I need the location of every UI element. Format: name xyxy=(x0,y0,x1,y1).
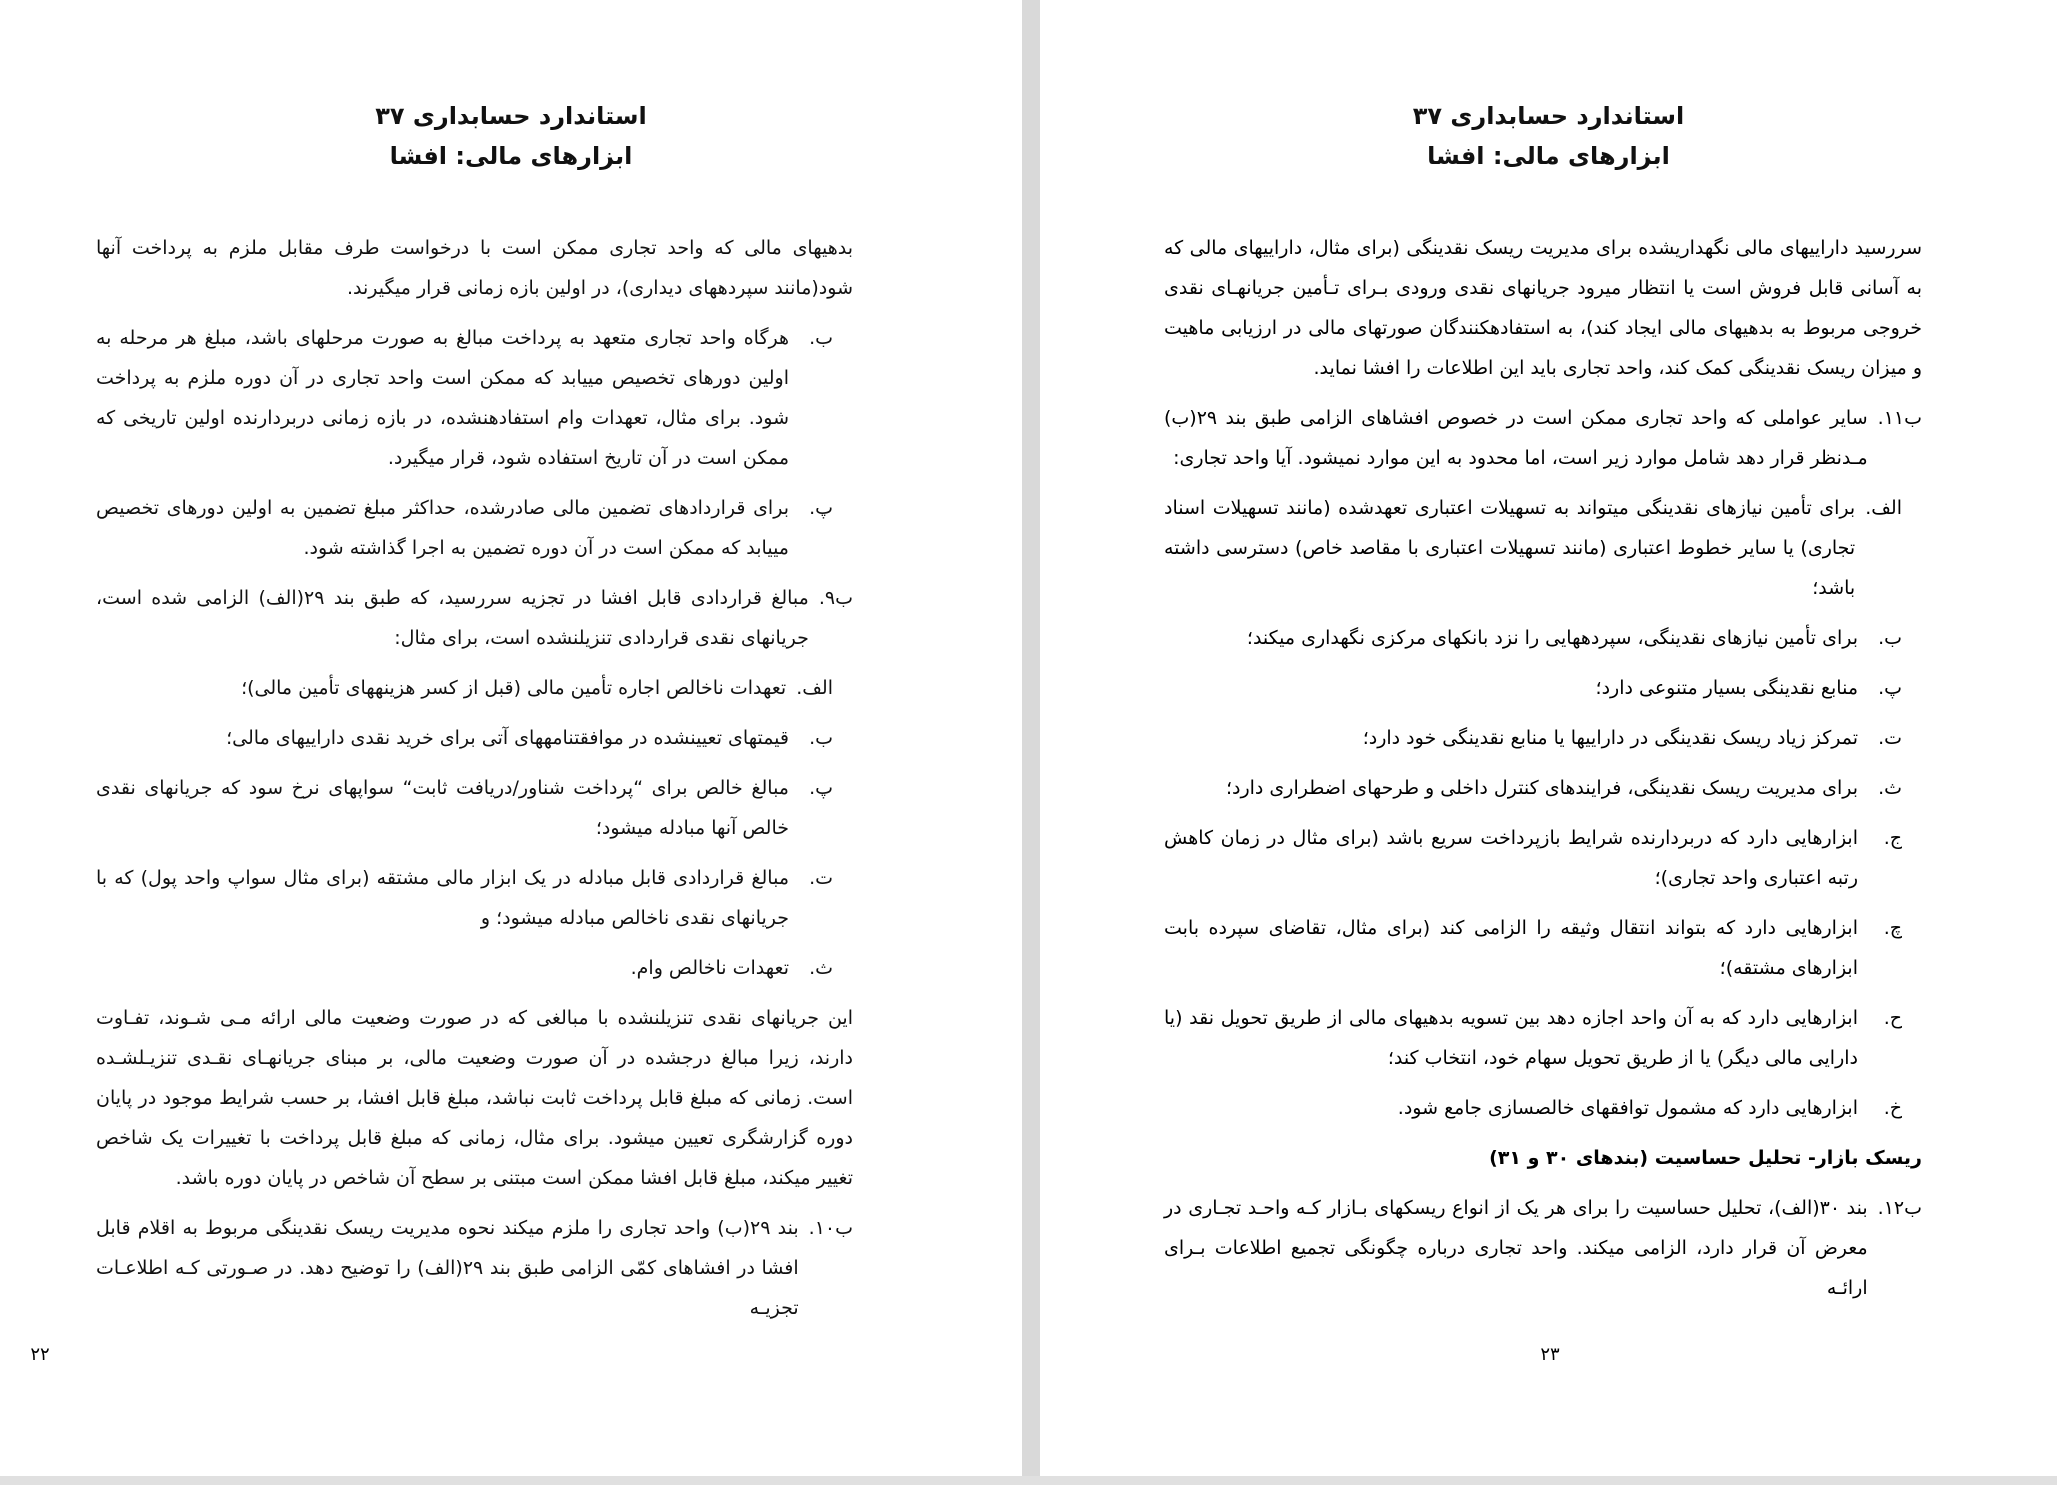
liquidity-factor-items xyxy=(1164,488,1922,1128)
item-label: پ. xyxy=(809,497,833,519)
item-text: مبالغ خالص برای “پرداخت شناور/دریافت ثابت“ سواپهای نرخ سود که جریانهای نقدی خالص آنها مبادله میشود؛ xyxy=(96,777,789,839)
list-item xyxy=(1164,818,1902,898)
list-item xyxy=(1164,1088,1902,1128)
intro-paragraph: بدهیهای مالی که واحد تجاری ممکن است با درخواست طرف مقابل ملزم به پرداخت آنها شود(مانند سپردههای دیداری)، در اولین بازه زمانی قرار میگیرند. xyxy=(96,237,853,299)
list-item xyxy=(1164,768,1902,808)
section-heading: ریسک بازار- تحلیل حساسیت (بندهای ۳۰ و ۳۱) xyxy=(1489,1147,1922,1169)
item-label: ح. xyxy=(1883,1007,1902,1029)
list-item xyxy=(1164,618,1902,658)
item-label: ب. xyxy=(809,327,833,349)
standard-subtitle: ابزارهای مالی: افشا xyxy=(389,142,633,170)
standard-subtitle: ابزارهای مالی: افشا xyxy=(1427,142,1670,170)
page-number: ۲۲ xyxy=(30,1344,50,1365)
contractual-amount-items xyxy=(96,668,853,988)
paragraph-text: سایر عواملی که واحد تجاری ممکن است در خصوص افشاهای الزامی طبق بند ۲۹(ب) مـدنظر قرار دهد شامل موارد زیر است، اما محدود به این موارد نمیشود. آیا واحد تجاری: xyxy=(1164,407,1868,469)
page-header xyxy=(1040,96,2057,176)
item-text: برای مدیریت ریسک نقدینگی، فرایندهای کنترل داخلی و طرحهای اضطراری دارد؛ xyxy=(1225,777,1858,799)
list-item xyxy=(1164,668,1902,708)
paragraph-label: ب۹. xyxy=(818,587,853,609)
list-item xyxy=(96,668,833,708)
list-item xyxy=(1164,908,1902,988)
paragraph-b10 xyxy=(96,1208,853,1328)
item-label: خ. xyxy=(1883,1097,1902,1119)
item-text: برای تأمین نیازهای نقدینگی، سپردههایی را نزد بانکهای مرکزی نگهداری میکند؛ xyxy=(1246,627,1858,649)
standard-title: استاندارد حسابداری ۳۷ xyxy=(1412,102,1685,130)
list-item xyxy=(1164,488,1902,608)
item-text: مبالغ قراردادی قابل مبادله در یک ابزار مالی مشتقه (برای مثال سواپ واحد پول) که با جریانهای نقدی ناخالص مبادله میشود؛ و xyxy=(96,867,789,929)
item-text: ابزارهایی دارد که بتواند انتقال وثیقه را الزامی کند (برای مثال، تقاضای سپرده بابت ابزارهای مشتقه)؛ xyxy=(1164,917,1858,979)
page-22 xyxy=(0,0,1022,1476)
item-text: ابزارهایی دارد که به آن واحد اجازه دهد بین تسویه بدهیهای مالی از طریق تحویل نقد (یا دارایی مالی دیگر) یا از طریق تحویل سهام خود، انتخاب کند؛ xyxy=(1164,1007,1858,1069)
paragraph-label: ب۱۱. xyxy=(1877,407,1922,429)
paragraph-b12 xyxy=(1164,1188,1922,1308)
intro-paragraph: سررسید داراییهای مالی نگهداریشده برای مدیریت ریسک نقدینگی (برای مثال، داراییهای مالی که به آسانی قابل فروش است یا انتظار میرود جریانهای نقدی ورودی بـرای تـأمین جریانهـای نقدی خروجی مربوط به بدهیهای مالی ایجاد کند)، به استفادهکنندگان صورتهای مالی در ارزیابی ماهیت و میزان ریسک نقدینگی کمک کند، واحد تجاری باید این اطلاعات را افشا نماید. xyxy=(1164,237,1922,379)
page-number: ۲۳ xyxy=(1540,1344,1560,1365)
item-label: پ. xyxy=(809,777,833,799)
bottom-strip xyxy=(0,1476,2057,1485)
item-text: قیمتهای تعیینشده در موافقتنامههای آتی برای خرید نقدی داراییهای مالی؛ xyxy=(226,727,789,749)
item-text: تعهدات ناخالص وام. xyxy=(630,957,789,979)
item-label: ث. xyxy=(1878,777,1902,799)
item-text: ابزارهایی دارد که مشمول توافقهای خالصسازی جامع شود. xyxy=(1397,1097,1858,1119)
paragraph-text: مبالغ قراردادی قابل افشا در تجزیه سررسید، که طبق بند ۲۹(الف) الزامی شده است، جریانهای نقدی قراردادی تنزیلنشده است، برای مثال: xyxy=(96,587,809,649)
list-item xyxy=(1164,998,1902,1078)
item-label: الف. xyxy=(796,677,833,699)
item-label: ب. xyxy=(1878,627,1902,649)
page-header xyxy=(0,96,1022,176)
list-item xyxy=(96,948,833,988)
item-text: منابع نقدینگی بسیار متنوعی دارد؛ xyxy=(1595,677,1858,699)
item-label: الف. xyxy=(1865,497,1902,519)
item-label: ث. xyxy=(809,957,833,979)
page-body xyxy=(96,228,853,1338)
paragraph-text: بند ۲۹(ب) واحد تجاری را ملزم میکند نحوه مدیریت ریسک نقدینگی مربوط به اقلام قابل افشا در افشاهای کمّی الزامی طبق بند ۲۹(الف) را توضیح دهد. در صـورتی کـه اطلاعـات تجزیـه xyxy=(96,1217,799,1319)
list-item xyxy=(96,718,833,758)
item-text: هرگاه واحد تجاری متعهد به پرداخت مبالغ به صورت مرحلهای باشد، مبلغ هر مرحله به اولین دورهای تخصیص مییابد که ممکن است واحد تجاری در آن دوره ملزم به پرداخت شود. برای مثال، تعهدات وام استفادهنشده، در بازه زمانی دربردارنده اولین تاریخی که ممکن است در آن تاریخ استفاده شود، قرار میگیرد. xyxy=(96,327,789,469)
item-text: تمرکز زیاد ریسک نقدینگی در داراییها یا منابع نقدینگی خود دارد؛ xyxy=(1362,727,1858,749)
item-text: برای تأمین نیازهای نقدینگی میتواند به تسهیلات اعتباری تعهدشده (مانند تسهیلات اسناد تجاری) یا سایر خطوط اعتباری (مانند تسهیلات اعتباری با مقاصد خاص) دسترسی داشته باشد؛ xyxy=(1164,497,1856,599)
page-body xyxy=(1164,228,1922,1318)
item-label: ت. xyxy=(1878,727,1902,749)
item-text: تعهدات ناخالص اجاره تأمین مالی (قبل از کسر هزینههای تأمین مالی)؛ xyxy=(241,677,787,699)
paragraph-label: ب۱۲. xyxy=(1877,1197,1922,1219)
item-text: برای قراردادهای تضمین مالی صادرشده، حداکثر مبلغ تضمین به اولین دورهای تخصیص مییابد که ممکن است در آن دوره تضمین به اجرا گذاشته شود. xyxy=(96,497,789,559)
list-item xyxy=(96,318,833,478)
item-label: ب. xyxy=(809,727,833,749)
page-gutter xyxy=(1022,0,1040,1485)
paragraph-b9 xyxy=(96,578,853,658)
list-item xyxy=(1164,718,1902,758)
list-item xyxy=(96,768,833,848)
item-label: چ. xyxy=(1883,917,1902,939)
paragraph-b11 xyxy=(1164,398,1922,478)
item-label: ج. xyxy=(1883,827,1902,849)
list-item xyxy=(96,488,833,568)
paragraph-label: ب۱۰. xyxy=(808,1217,853,1239)
item-label: پ. xyxy=(1878,677,1902,699)
item-text: ابزارهایی دارد که دربردارنده شرایط بازپرداخت سریع باشد (برای مثال در زمان کاهش رتبه اعتباری واحد تجاری)؛ xyxy=(1164,827,1858,889)
list-item xyxy=(96,858,833,938)
item-label: ت. xyxy=(809,867,833,889)
paragraph-text: بند ۳۰(الف)، تحلیل حساسیت را برای هر یک از انواع ریسکهای بـازار کـه واحـد تجـاری در معرض آن قرار دارد، الزامی میکند. واحد تجاری درباره چگونگی تجمیع اطلاعات بـرای ارائـه xyxy=(1164,1197,1868,1299)
undiscounted-paragraph: این جریانهای نقدی تنزیلنشده با مبالغی که در صورت وضعیت مالی ارائه مـی شـوند، تفـاوت دارند، زیرا مبالغ درجشده در آن صورت وضعیت مالی، بر مبنای جریانهـای نقـدی تنزیـلشـده است. زمانی که مبلغ قابل پرداخت ثابت نباشد، مبلغ قابل افشا، بر حسب شرایط موجود در پایان دوره گزارشگری تعیین میشود. برای مثال، زمانی که مبلغ قابل پرداخت با تغییرات یک شاخص تغییر میکند، مبلغ قابل افشا ممکن است مبتنی بر سطح آن شاخص در پایان دوره باشد. xyxy=(96,1007,853,1189)
liability-items xyxy=(96,318,853,568)
standard-title: استاندارد حسابداری ۳۷ xyxy=(375,102,647,130)
